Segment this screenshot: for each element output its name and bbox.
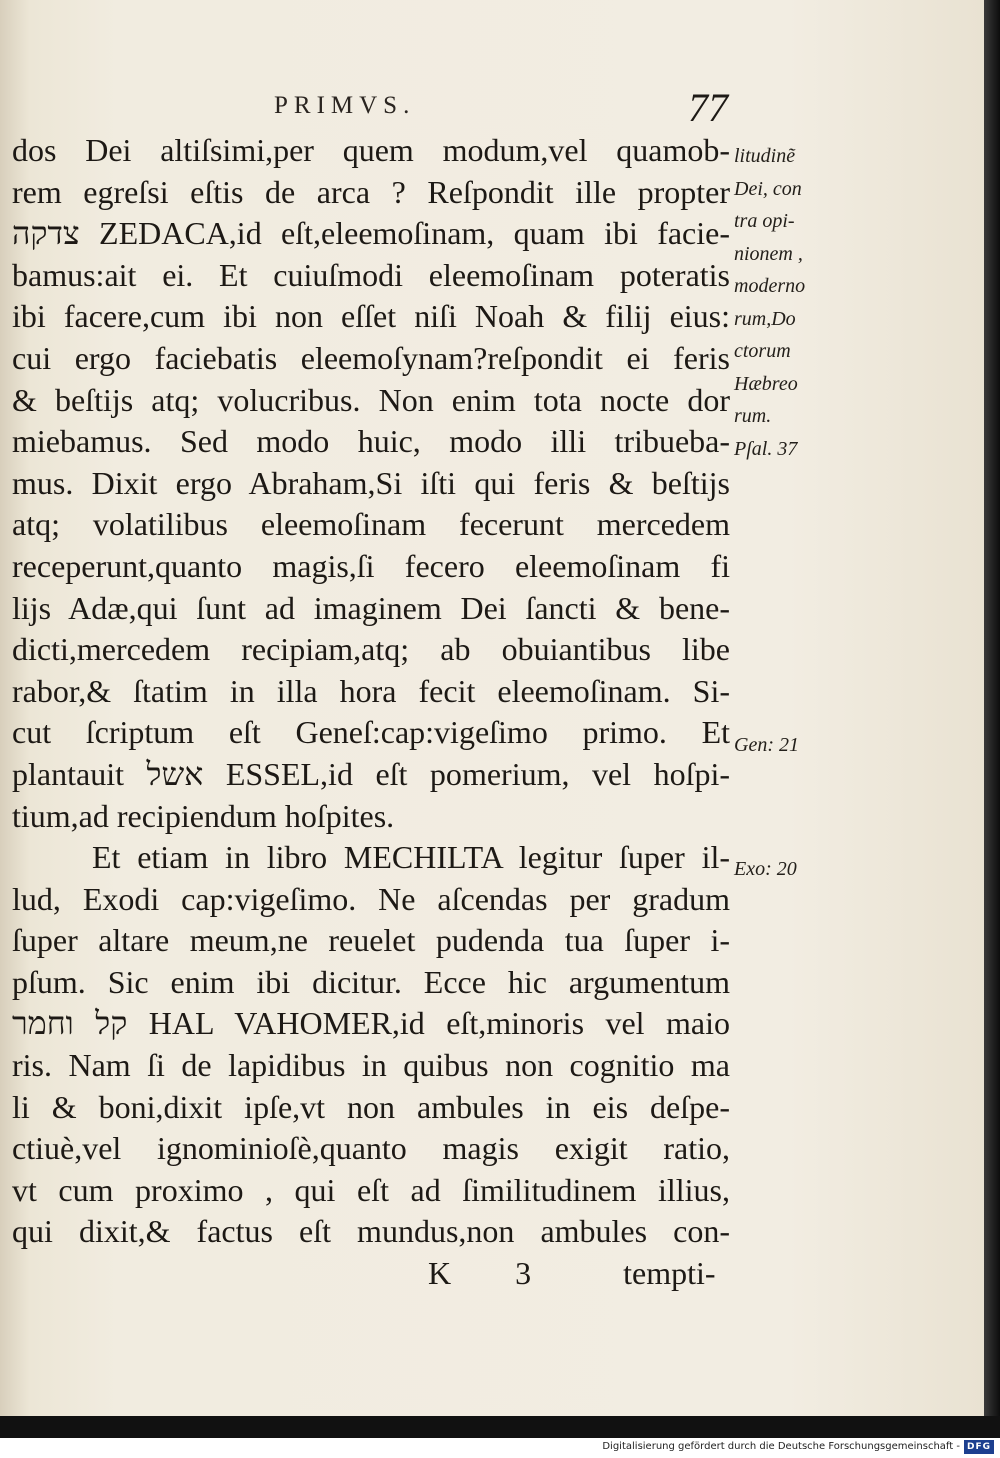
text-line: dicti,mercedem recipiam,atq; ab obuiantibus libe (12, 631, 730, 668)
paragraph-first-line: Et etiam in libro MECHILTA legitur ſuper il- (92, 839, 730, 876)
marginal-note-line: Dei, con (734, 177, 802, 200)
marginal-note-line: nionem , (734, 242, 803, 265)
text-line: li & boni,dixit ipſe,vt non ambules in eis deſpe- (12, 1088, 730, 1125)
main-text-block (12, 130, 730, 1295)
text-line: rabor,& ſtatim in illa hora fecit eleemoſinam. Si- (12, 672, 730, 709)
marginal-note-line: tra opi- (734, 210, 795, 232)
text-line: lud, Exodi cap:vigeſimo. Ne aſcendas per gradum (12, 880, 730, 917)
marginal-note-line: moderno (734, 275, 806, 297)
running-head: PRIMVS. (274, 92, 416, 119)
marginal-reference-genesis: Gen: 21 (734, 734, 799, 756)
text-line: צדקה ZEDACA,id eſt,eleemoſinam, quam ibi facie- (12, 215, 730, 252)
text-line: bamus:ait ei. Et cuiuſmodi eleemoſinam poteratis (12, 256, 730, 293)
text-line: lijs Adæ,qui ſunt ad imaginem Dei ſancti & bene- (12, 589, 730, 626)
text-line: cut ſcriptum eſt Geneſ:cap:vigeſimo primo. Et (12, 714, 730, 751)
text-line: miebamus. Sed modo huic, modo illi tribueba- (12, 423, 730, 460)
signature-mark: K (428, 1255, 452, 1292)
marginal-reference-psalm: Pſal. 37 (734, 437, 798, 460)
text-line: plantauit אשל ESSEL,id eſt pomerium, vel hoſpi- (12, 755, 730, 792)
signature-number: 3 (515, 1255, 532, 1292)
text-line: ctiuè,vel ignominioſè,quanto magis exigit ratio, (12, 1130, 730, 1167)
marginal-note-line: Hæbreo (734, 372, 798, 395)
text-line: atq; volatilibus eleemoſinam fecerunt mercedem (12, 506, 730, 543)
marginal-note (734, 140, 834, 465)
text-line: rem egreſsi eſtis de arca ? Reſpondit ille propter (12, 173, 730, 210)
page-edge-shadow (984, 0, 1000, 1416)
text-line: qui dixit,& factus eſt mundus,non ambules con- (12, 1213, 730, 1250)
marginal-note-line: litudinẽ (734, 145, 796, 167)
marginal-note-line: ctorum (734, 340, 791, 362)
funding-credit: Digitalisierung gefördert durch die Deutsche Forschungsgemeinschaft - (602, 1441, 960, 1452)
text-line: cui ergo faciebatis eleemoſynam?reſpondit ei feris (12, 339, 730, 376)
text-line: receperunt,quanto magis,ſi fecero eleemoſinam fi (12, 547, 730, 584)
text-line: dos Dei altiſsimi,per quem modum,vel quamob- (12, 132, 730, 168)
marginal-note-line: rum. (734, 405, 772, 427)
text-line: pſum. Sic enim ibi dicitur. Ecce hic argumentum (12, 963, 730, 1000)
text-line: קל וחמר HAL VAHOMER,id eſt,minoris vel maio (12, 1005, 730, 1042)
dfg-logo: DFG (964, 1440, 994, 1454)
digitization-footer (0, 1438, 1000, 1458)
text-line: & beſtijs atq; volucribus. Non enim tota nocte dor (12, 381, 730, 418)
text-line: vt cum proximo , qui eſt ad ſimilitudinem illius, (12, 1171, 730, 1208)
marginal-note-line: rum,Do (734, 307, 796, 330)
text-line: tium,ad recipiendum hoſpites. (12, 797, 395, 834)
marginal-reference-exodus: Exo: 20 (734, 858, 797, 880)
text-line: ibi facere,cum ibi non eſſet niſi Noah & filij eius: (12, 298, 730, 335)
catchword: tempti- (623, 1255, 716, 1292)
text-line: ſuper altare meum,ne reuelet pudenda tua ſuper i- (12, 922, 730, 959)
text-line: mus. Dixit ergo Abraham,Si iſti qui feris & beſtijs (12, 464, 730, 501)
catchline (12, 1253, 730, 1295)
text-line: ris. Nam ſi de lapidibus in quibus non cognitio ma (12, 1047, 730, 1084)
page-number: 77 (688, 85, 728, 130)
